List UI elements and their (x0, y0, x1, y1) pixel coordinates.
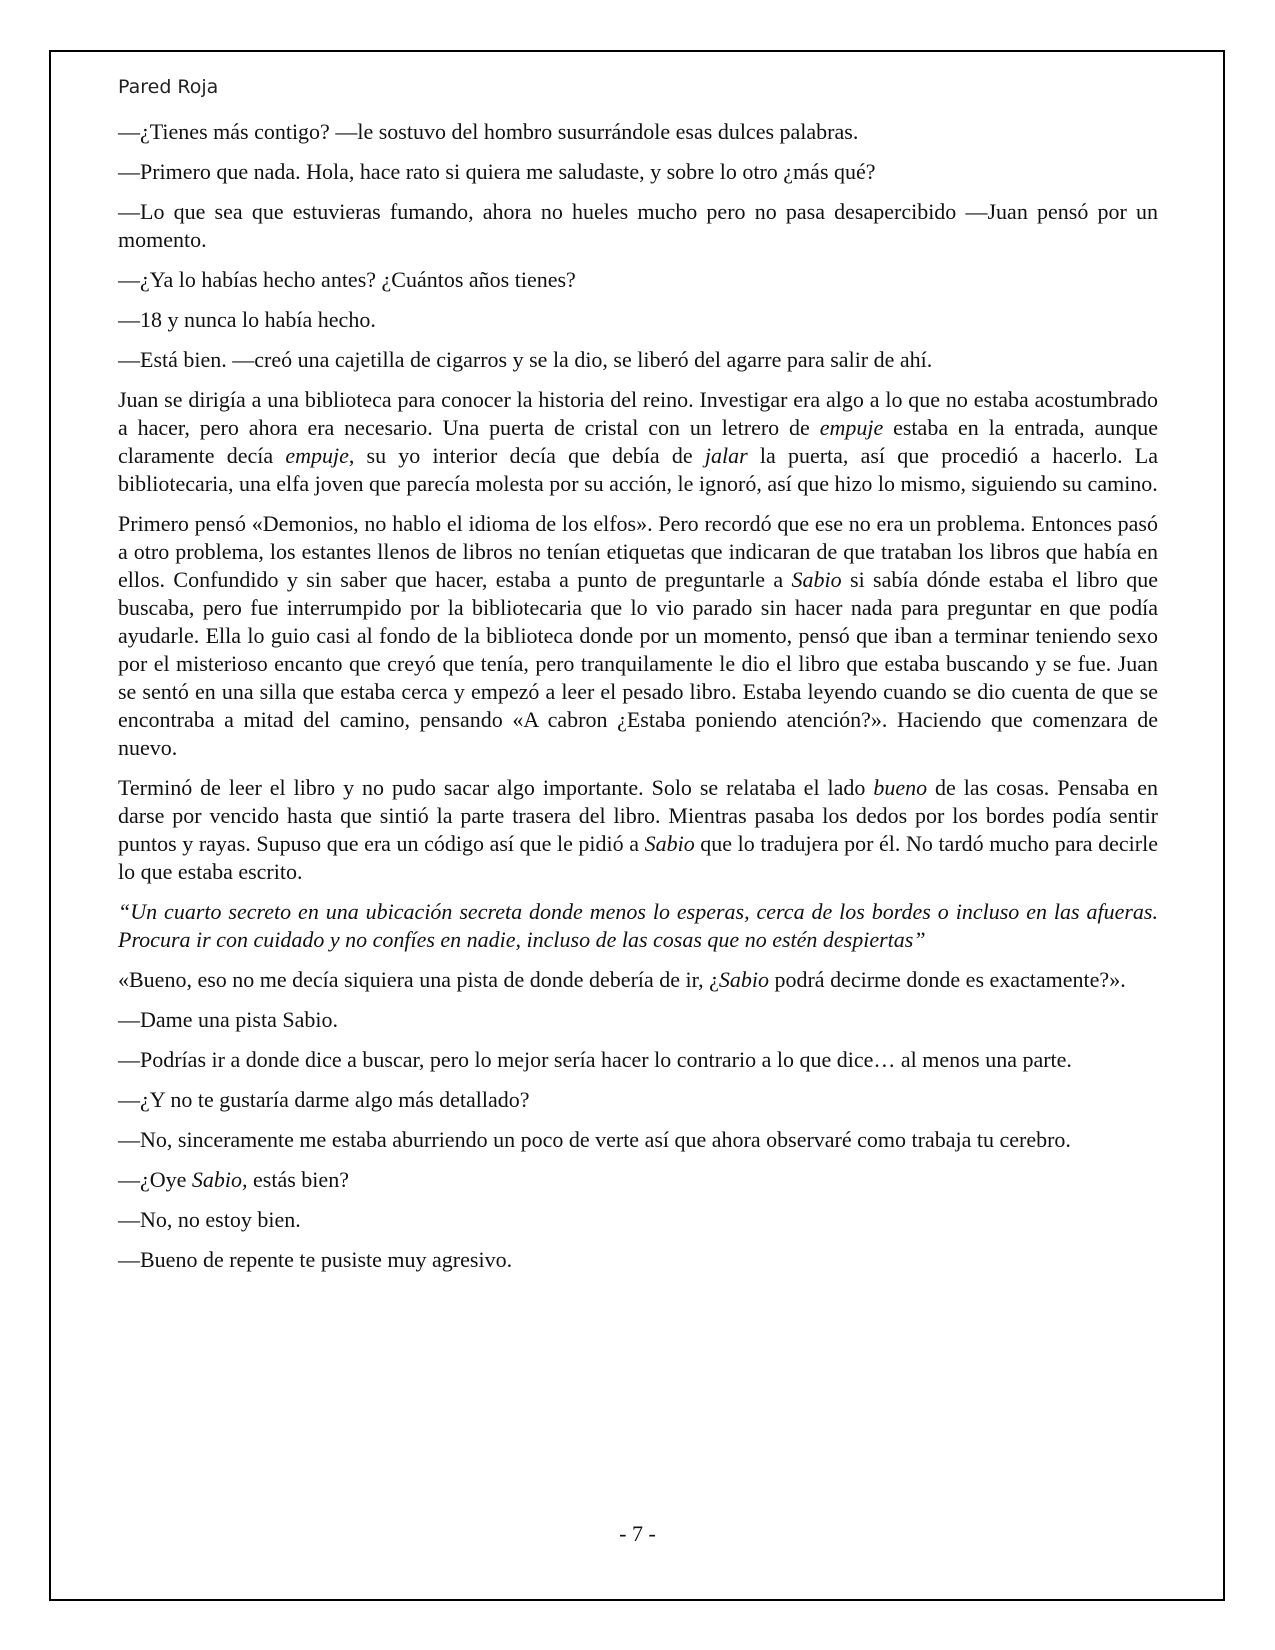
text-run: Juan se dirigía a una biblioteca para conocer la historia del reino. Investigar era algo a lo que no estaba acostumbrado a hacer, pero ahora era necesario. Una puerta de cristal con un letrero de (118, 387, 1158, 440)
text-run: si sabía dónde estaba el libro que buscaba, pero fue interrumpido por la bibliotecaria que lo vio parado sin hacer nada para preguntar en que podía ayudarle. Ella lo guio casi al fondo de la biblioteca donde por un momento, pensó que iban a terminar teniendo sexo por el misterioso encanto que creyó que tenía, pero tranquilamente le dio el libro que estaba buscando y se fue. Juan se sentó en una silla que estaba cerca y empezó a leer el pesado libro. Estaba leyendo cuando se dio cuenta de que se encontraba a mitad del camino, pensando «A cabron ¿Estaba poniendo atención?». Haciendo que comenzara de nuevo. (118, 567, 1158, 760)
text-run: estaba en la entrada, aunque claramente decía (118, 415, 1158, 468)
paragraph: —18 y nunca lo había hecho. (118, 307, 376, 332)
paragraph: —¿Tienes más contigo? —le sostuvo del hombro susurrándole esas dulces palabras. (118, 119, 859, 144)
paragraph: —Lo que sea que estuvieras fumando, ahora no hueles mucho pero no pasa desapercibido —Juan pensó por un momento. (118, 199, 1158, 252)
paragraph (118, 774, 1158, 886)
emphasis: empuje (819, 415, 884, 440)
paragraph: —Podrías ir a donde dice a buscar, pero lo mejor sería hacer lo contrario a lo que dice… al menos una parte. (118, 1047, 1072, 1072)
paragraph (118, 966, 1158, 994)
text-run: podrá decirme donde es exactamente?». (768, 967, 1126, 992)
running-header: Pared Roja (118, 76, 219, 98)
emphasis: empuje (285, 443, 349, 468)
emphasis: Sabio (644, 831, 695, 856)
text-run: la puerta, así que procedió a hacerlo. La bibliotecaria, una elfa joven que parecía molesta por su acción, le ignoró, así que hizo lo mismo, siguiendo su camino. (118, 443, 1158, 496)
text-run: de las cosas. Pensaba en darse por vencido hasta que sintió la parte trasera del libro. Mientras pasaba los dedos por los bordes podía sentir puntos y rayas. Supuso que era un código así que le pidió a (118, 775, 1159, 856)
paragraph (118, 386, 1158, 498)
paragraph: —No, no estoy bien. (118, 1207, 301, 1232)
emphasis: Sabio (791, 567, 842, 592)
text-run: que lo tradujera por él. No tardó mucho para decirle lo que estaba escrito. (118, 831, 1158, 884)
text-run: Terminó de leer el libro y no pudo sacar algo importante. Solo se relataba el lado (118, 775, 874, 800)
paragraph: —¿Ya lo habías hecho antes? ¿Cuántos años tienes? (118, 267, 576, 292)
text-run: estás bien? (247, 1167, 349, 1192)
text-run: «Bueno, eso no me decía siquiera una pista de donde debería de ir, ¿ (118, 967, 719, 992)
paragraph: —Dame una pista Sabio. (118, 1007, 338, 1032)
text-run: —¿Oye (118, 1167, 192, 1192)
paragraph: —Bueno de repente te pusiste muy agresivo. (118, 1247, 513, 1272)
paragraph: —Está bien. —creó una cajetilla de cigarros y se la dio, se liberó del agarre para salir de ahí. (118, 347, 933, 372)
page-body (118, 118, 1158, 1286)
emphasis: Sabio (718, 967, 769, 992)
page-number: - 7 - (619, 1521, 656, 1546)
paragraph (118, 510, 1158, 762)
paragraph: —Primero que nada. Hola, hace rato si quiera me saludaste, y sobre lo otro ¿más qué? (118, 159, 876, 184)
quote-paragraph: “Un cuarto secreto en una ubicación secreta donde menos lo esperas, cerca de los bordes o incluso en las afueras. Procura ir con cuidado y no confíes en nadie, incluso de las cosas que no estén despiertas” (118, 899, 1158, 952)
emphasis: Sabio, (191, 1167, 248, 1192)
paragraph (118, 1166, 1158, 1194)
text-run: Primero pensó «Demonios, no hablo el idioma de los elfos». Pero recordó que ese no era un problema. Entonces pasó a otro problema, los estantes llenos de libros no tenían etiquetas que indicaran de que trataban los libros que había en ellos. Confundido y sin saber que hacer, estaba a punto de preguntarle a (118, 511, 1158, 592)
paragraph: —¿Y no te gustaría darme algo más detallado? (118, 1087, 530, 1112)
emphasis: bueno (873, 775, 928, 800)
emphasis: jalar (704, 443, 748, 468)
paragraph: —No, sinceramente me estaba aburriendo un poco de verte así que ahora observaré como trabaja tu cerebro. (118, 1127, 1071, 1152)
text-run: , su yo interior decía que debía de (348, 443, 705, 468)
